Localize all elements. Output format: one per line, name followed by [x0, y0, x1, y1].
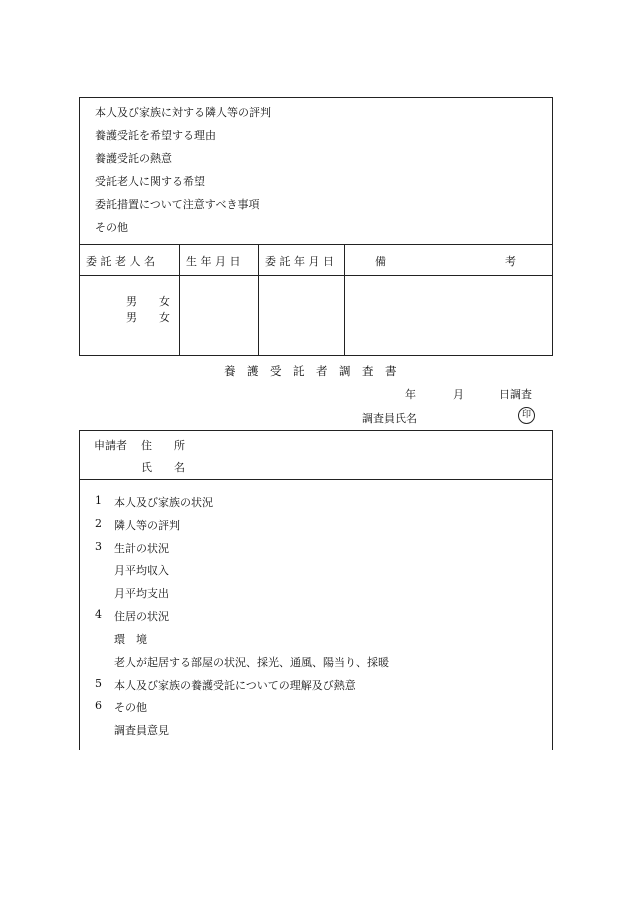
header-elder-name: 委 託 老 人 名 — [86, 255, 155, 268]
item-subtext: 調査員意見 — [114, 724, 169, 737]
surveyor-name-label: 調査員氏名 — [362, 412, 417, 425]
top-list-item: 本人及び家族に対する隣人等の評判 — [95, 106, 271, 119]
item-text: 生計の状況 — [114, 542, 169, 555]
table-col-divider — [179, 244, 180, 356]
item-subtext: 環 境 — [114, 633, 147, 646]
item-number: 4 — [95, 608, 102, 621]
header-birthdate: 生 年 月 日 — [186, 255, 241, 268]
item-number: 6 — [95, 699, 102, 712]
item-text: その他 — [114, 701, 147, 714]
header-remarks-2: 考 — [505, 255, 516, 268]
address-label: 住 所 — [141, 439, 185, 452]
item-text: 本人及び家族の状況 — [114, 496, 213, 509]
table-top-rule — [79, 244, 553, 245]
top-list-item: 委託措置について注意すべき事項 — [95, 198, 260, 211]
item-number: 1 — [95, 494, 102, 507]
seal-stamp: 印 — [518, 407, 535, 424]
date-year: 年 — [405, 388, 416, 401]
name-label: 氏 名 — [141, 461, 185, 474]
top-list-item: 受託老人に関する希望 — [95, 175, 205, 188]
item-text: 隣人等の評判 — [114, 519, 180, 532]
header-entrust-date: 委 託 年 月 日 — [265, 255, 334, 268]
table-col-divider — [344, 244, 345, 356]
gender-options: 男 女 — [126, 311, 170, 324]
header-remarks-1: 備 — [375, 255, 386, 268]
table-header-rule — [79, 275, 553, 276]
item-subtext: 老人が起居する部屋の状況、採光、通風、陽当り、採暖 — [114, 656, 389, 669]
top-list-item: 養護受託を希望する理由 — [95, 129, 216, 142]
item-subtext: 月平均収入 — [114, 564, 169, 577]
item-number: 2 — [95, 517, 102, 530]
item-text: 本人及び家族の養護受託についての理解及び熱意 — [114, 679, 356, 692]
survey-title: 養 護 受 託 者 調 査 書 — [224, 364, 397, 378]
date-day: 日調査 — [499, 388, 532, 401]
item-number: 3 — [95, 540, 102, 553]
gender-options: 男 女 — [126, 295, 170, 308]
applicant-divider — [79, 479, 553, 480]
top-list-item: その他 — [95, 221, 128, 234]
applicant-label: 申請者 — [94, 439, 127, 452]
date-month: 月 — [453, 388, 464, 401]
item-subtext: 月平均支出 — [114, 587, 169, 600]
table-col-divider — [258, 244, 259, 356]
item-number: 5 — [95, 677, 102, 690]
item-text: 住居の状況 — [114, 610, 169, 623]
top-list-item: 養護受託の熱意 — [95, 152, 172, 165]
